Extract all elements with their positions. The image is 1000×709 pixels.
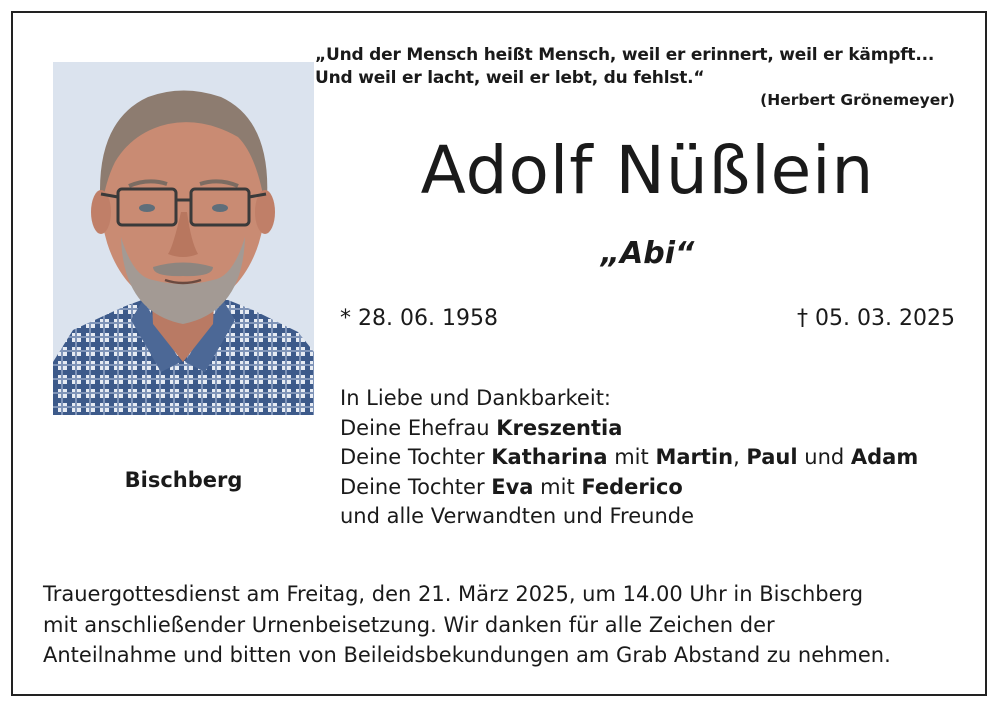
notice-line-1: Trauergottesdienst am Freitag, den 21. März 2025, um 14.00 Uhr in Bischberg [43,582,864,606]
daughter2-name: Eva [491,474,534,499]
death-date: † 05. 03. 2025 [797,306,955,331]
family-list [340,384,918,532]
quote-line-1: „Und der Mensch heißt Mensch, weil er erinnert, weil er kämpft... [315,45,935,65]
daughter2-partner: Federico [581,474,683,499]
quote-author: (Herbert Grönemeyer) [760,91,955,109]
daughter1-prefix: Deine Tochter [340,445,492,469]
quote [315,44,955,90]
daughter1-partner: Martin [655,445,734,469]
daughter1-child-1: Paul [746,445,798,469]
deceased-nickname: „Abi“ [600,236,695,271]
family-wife [340,414,918,444]
family-relatives: und alle Verwandten und Freunde [340,504,695,528]
notice-line-3: Anteilnahme und bitten von Beileidsbekundungen am Grab Abstand zu nehmen. [43,643,891,667]
daughter1-child-2: Adam [850,445,919,469]
daughter2-with: mit [533,474,582,499]
family-daughter-2 [340,473,918,503]
notice-line-2: mit anschließender Urnenbeisetzung. Wir danken für alle Zeichen der [43,612,775,637]
birth-date: * 28. 06. 1958 [340,306,498,331]
wife-prefix: Deine Ehefrau [340,415,497,440]
portrait-photo [53,62,314,415]
wife-name: Kreszentia [496,415,623,440]
service-notice [43,579,963,671]
place-of-residence: Bischberg [124,468,243,492]
deceased-name: Adolf Nüßlein [420,132,875,209]
daughter1-comma: , [733,445,747,469]
daughter1-and: und [797,445,851,469]
family-daughter-1 [340,443,918,473]
daughter1-name: Katharina [491,445,608,469]
daughter1-with: mit [607,445,656,469]
daughter2-prefix: Deine Tochter [340,474,492,499]
family-intro: In Liebe und Dankbarkeit: [340,386,612,410]
quote-line-2: Und weil er lacht, weil er lebt, du fehlst.“ [315,68,705,88]
